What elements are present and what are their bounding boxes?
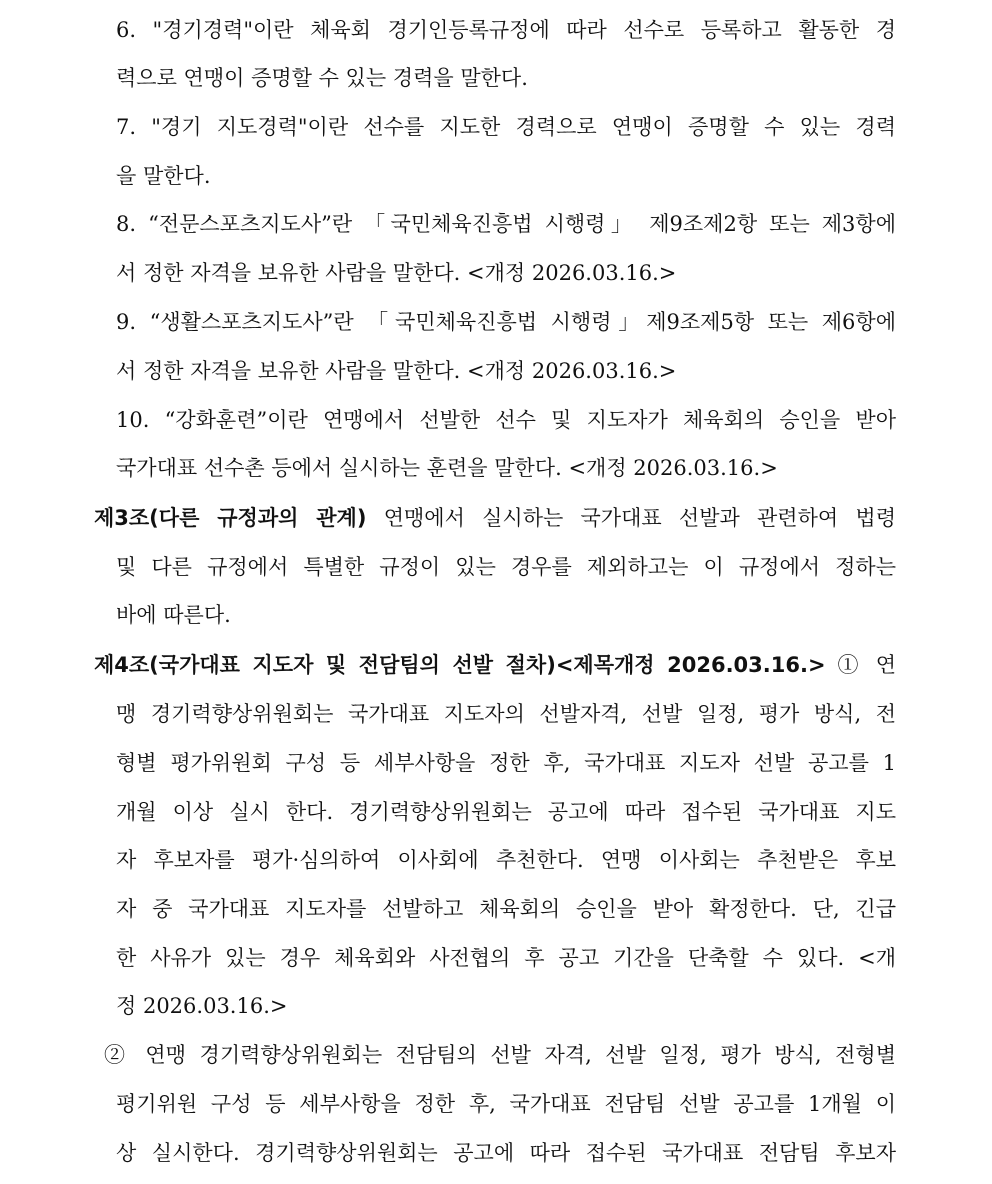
article-4-line-6: 자 중 국가대표 지도자를 선발하고 체육회의 승인을 받아 확정한다. 단, 긴급 bbox=[116, 897, 896, 921]
article-4-line-3: 형별 평가위원회 구성 등 세부사항을 정한 후, 국가대표 지도자 선발 공고를 1 bbox=[116, 751, 896, 775]
item-6-line-2: 력으로 연맹이 증명할 수 있는 경력을 말한다. bbox=[116, 66, 528, 90]
article-3-heading: 제3조(다른 규정과의 관계) bbox=[94, 506, 367, 530]
article-4-line-8: 정 2026.03.16.> bbox=[116, 994, 288, 1018]
item-10-line-2: 국가대표 선수촌 등에서 실시하는 훈련을 말한다. <개정 2026.03.16.> bbox=[116, 456, 778, 480]
item-10-line-1: 10. “강화훈련”이란 연맹에서 선발한 선수 및 지도자가 체육회의 승인을 받아 bbox=[116, 408, 896, 432]
article-3-line-2: 및 다른 규정에서 특별한 규정이 있는 경우를 제외하고는 이 규정에서 정하는 bbox=[116, 555, 896, 579]
article-4-line-7: 한 사유가 있는 경우 체육회와 사전협의 후 공고 기간을 단축할 수 있다. <개 bbox=[116, 946, 896, 970]
article-3-text: 연맹에서 실시하는 국가대표 선발과 관련하여 법령 bbox=[383, 506, 896, 530]
article-4-line-4: 개월 이상 실시 한다. 경기력향상위원회는 공고에 따라 접수된 국가대표 지도 bbox=[116, 800, 896, 824]
article-3-line-1 bbox=[94, 506, 896, 530]
article-3-line-3: 바에 따른다. bbox=[116, 603, 231, 627]
article-4-clause-2-line-2: 평기위원 구성 등 세부사항을 정한 후, 국가대표 전담팀 선발 공고를 1개월 이 bbox=[116, 1092, 896, 1116]
article-4-line-5: 자 후보자를 평가·심의하여 이사회에 추천한다. 연맹 이사회는 추천받은 후보 bbox=[116, 848, 896, 872]
article-4-heading: 제4조(국가대표 지도자 및 전담팀의 선발 절차)<제목개정 2026.03.16.> bbox=[94, 653, 826, 677]
article-4-clause-2-line-1: ② 연맹 경기력향상위원회는 전담팀의 선발 자격, 선발 일정, 평가 방식, 전형별 bbox=[104, 1043, 896, 1067]
article-4-clause-2-line-3: 상 실시한다. 경기력향상위원회는 공고에 따라 접수된 국가대표 전담팀 후보자 bbox=[116, 1141, 896, 1165]
item-8-line-2: 서 정한 자격을 보유한 사람을 말한다. <개정 2026.03.16.> bbox=[116, 261, 677, 285]
item-8-line-1: 8. “전문스포츠지도사”란 「국민체육진흥법 시행령」 제9조제2항 또는 제3항에 bbox=[116, 212, 896, 236]
item-9-line-1: 9. “생활스포츠지도사”란 「국민체육진흥법 시행령」제9조제5항 또는 제6항에 bbox=[116, 310, 896, 334]
item-7-line-1: 7. "경기 지도경력"이란 선수를 지도한 경력으로 연맹이 증명할 수 있는 경력 bbox=[116, 115, 896, 139]
article-4-line-1 bbox=[94, 653, 896, 677]
item-9-line-2: 서 정한 자격을 보유한 사람을 말한다. <개정 2026.03.16.> bbox=[116, 359, 677, 383]
item-6-line-1: 6. "경기경력"이란 체육회 경기인등록규정에 따라 선수로 등록하고 활동한 경 bbox=[116, 18, 896, 42]
item-7-line-2: 을 말한다. bbox=[116, 164, 211, 188]
article-4-line-2: 맹 경기력향상위원회는 국가대표 지도자의 선발자격, 선발 일정, 평가 방식, 전 bbox=[116, 702, 896, 726]
article-4-clause-1-start: ① 연 bbox=[837, 653, 896, 677]
